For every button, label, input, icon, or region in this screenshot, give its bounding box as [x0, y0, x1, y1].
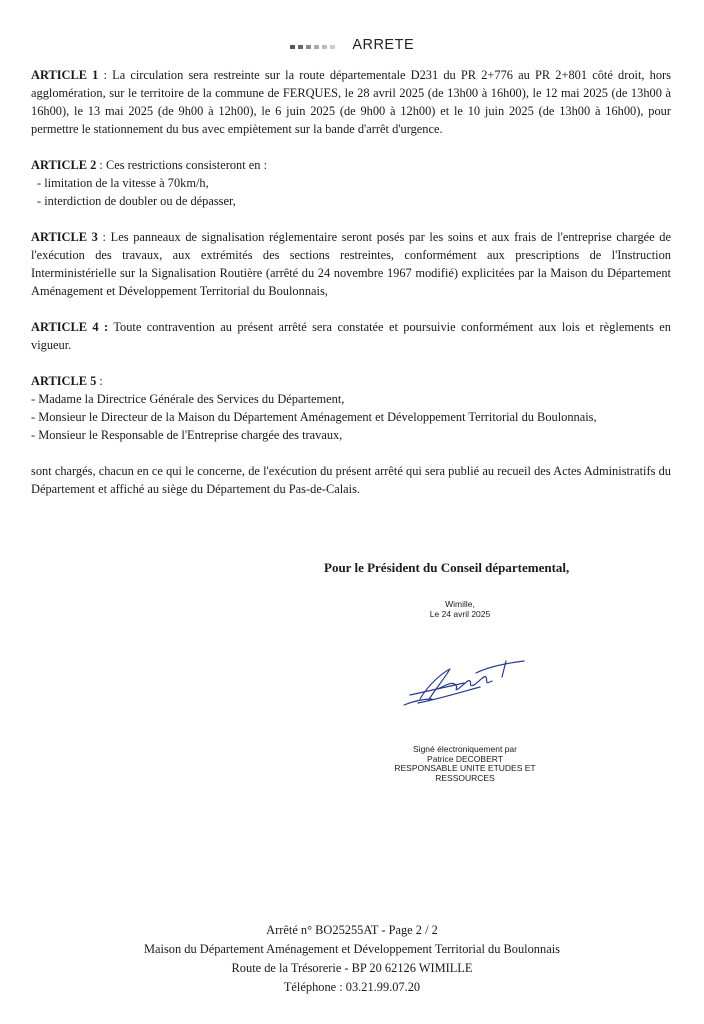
footer-reference: Arrêté n° BO25255AT - Page 2 / 2 [266, 923, 438, 937]
article-2 [31, 156, 671, 174]
signature-date: Le 24 avril 2025 [429, 609, 491, 619]
article-1-text: La circulation sera restreinte sur la route départementale D231 du PR 2+776 au PR 2+801 côté droit, hors agglomération, sur le territoire de la commune de FERQUES, le 28 avril 2025 (de 13h00 à 16h00), le 12 mai 2025 (de 13h00 à 16h00), le 13 mai 2025 (de 9h00 à 12h00), le 6 juin 2025 (de 9h00 à 12h00) et le 10 juin 2025 (de 13h00 à 16h00), pour permettre le stationnement du bus avec empiètement sur la bande d'arrêt d'urgence. [31, 68, 671, 136]
document-footer [0, 921, 704, 997]
signature-place: Wimille, [445, 599, 475, 609]
article-1-label: ARTICLE 1 [31, 68, 99, 82]
signature-metadata [370, 745, 560, 783]
article-3-text: Les panneaux de signalisation réglementaire seront posés par les soins et aux frais de l'entreprise chargée de l'exécution des travaux, aux extrémités des sections restreintes, conformément aux prescriptions de l'Instruction Interministérielle sur la Signalisation Routière (arrêté du 24 novembre 1967 modifié) explicitées par la Maison du Département Aménagement et Développement Territorial du Boulonnais, [31, 230, 672, 298]
document-title: ARRETE [352, 37, 415, 53]
footer-address: Route de la Trésorerie - BP 20 62126 WIMILLE [231, 961, 473, 975]
document-body [31, 66, 671, 498]
footer-phone: Téléphone : 03.21.99.07.20 [283, 980, 421, 994]
article-2-separator: : [96, 158, 106, 172]
signed-electronically-line: Signé électroniquement par [413, 744, 517, 754]
article-2-item: - interdiction de doubler ou de dépasser, [37, 194, 236, 208]
footer-organization: Maison du Département Aménagement et Développement Territorial du Boulonnais [144, 942, 560, 956]
article-5-separator: : [96, 374, 103, 388]
article-5-item: - Monsieur le Directeur de la Maison du Département Aménagement et Développement Territorial du Boulonnais, [31, 410, 597, 424]
signer-name: Patrice DECOBERT [427, 753, 503, 764]
article-4-text: Toute contravention au présent arrêté sera constatée et poursuivie conformément aux lois et règlements en vigueur. [31, 320, 671, 352]
header-dots-decoration [290, 36, 338, 54]
closing-paragraph: sont chargés, chacun en ce qui le concerne, de l'exécution du présent arrêté qui sera publié au recueil des Actes Administratifs du Département et affiché au siège du Département du Pas-de-Calais. [31, 464, 671, 496]
signer-role-line-2: RESSOURCES [435, 772, 495, 783]
article-3-label: ARTICLE 3 [31, 230, 98, 244]
article-3-separator: : [97, 230, 111, 244]
handwritten-signature [398, 655, 528, 709]
article-1 [31, 66, 671, 138]
article-3 [31, 228, 671, 300]
article-5-item: - Monsieur le Responsable de l'Entreprise chargée des travaux, [31, 428, 343, 442]
signer-role-line-1: RESPONSABLE UNITE ETUDES ET [394, 763, 536, 773]
article-5-label: ARTICLE 5 [31, 374, 97, 388]
article-2-item: - limitation de la vitesse à 70km/h, [37, 176, 209, 190]
article-2-label: ARTICLE 2 [31, 158, 97, 172]
signature-place-date [380, 599, 540, 619]
article-1-separator: : [98, 68, 113, 82]
signature-title: Pour le Président du Conseil départemental, [324, 560, 570, 575]
article-4 [31, 318, 671, 354]
article-5-item: - Madame la Directrice Générale des Services du Département, [31, 392, 345, 406]
document-header [0, 36, 704, 54]
article-4-label: ARTICLE 4 : [31, 320, 109, 334]
article-5 [31, 372, 671, 390]
article-2-text: Ces restrictions consisteront en : [105, 158, 268, 172]
